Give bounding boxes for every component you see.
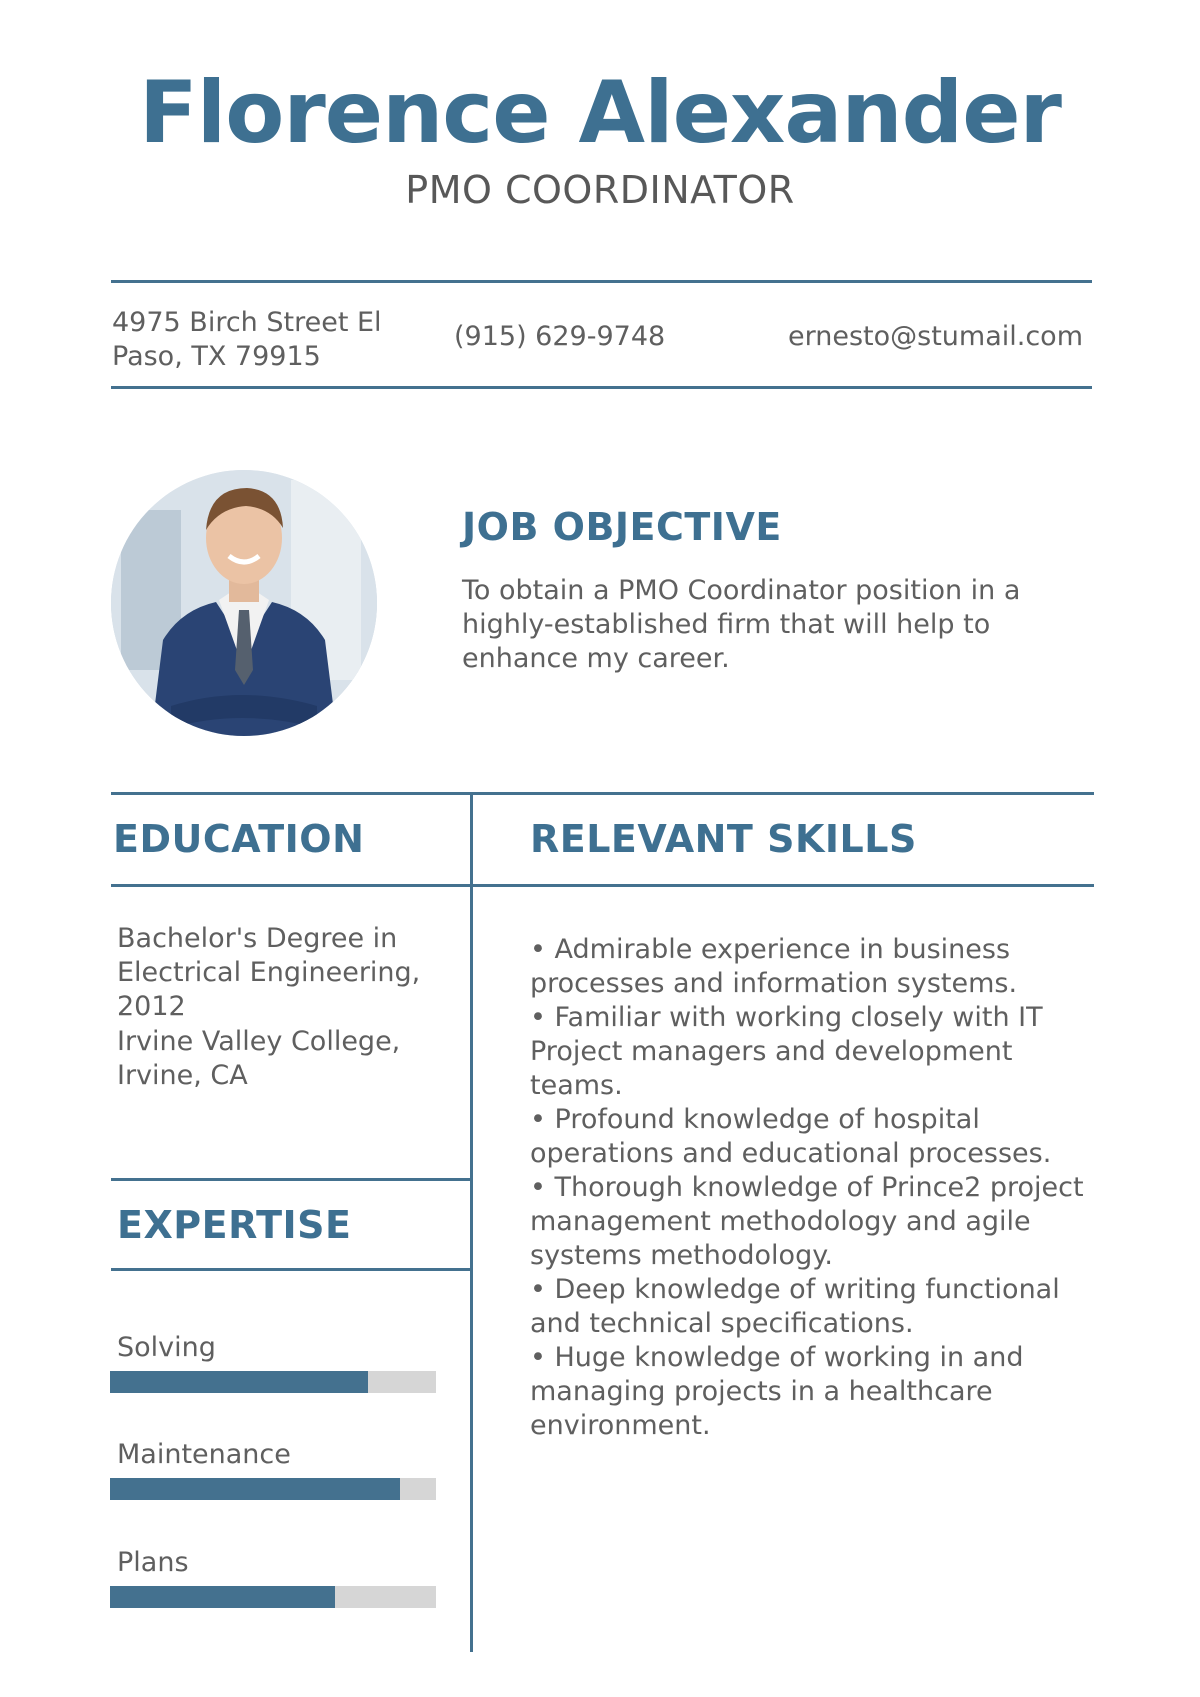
email: ernesto@stumail.com (788, 321, 1083, 352)
list-item: • Familiar with working closely with IT Project managers and development teams. (530, 1002, 1043, 1101)
top-divider (111, 280, 1092, 283)
expertise-divider-bottom (111, 1268, 471, 1271)
section-divider-headers (111, 884, 1094, 887)
profile-photo (111, 470, 377, 736)
expertise-label-plans: Plans (117, 1547, 189, 1578)
expertise-divider-top (111, 1178, 471, 1181)
section-divider-top (111, 792, 1094, 795)
education-title: EDUCATION (113, 817, 365, 861)
objective-title: JOB OBJECTIVE (462, 505, 782, 549)
list-item: • Huge knowledge of working in and managing projects in a healthcare environment. (530, 1342, 1024, 1441)
skills-title: RELEVANT SKILLS (530, 817, 917, 861)
address-line-2: Paso, TX 79915 (112, 341, 321, 372)
expertise-fill-solving (110, 1371, 368, 1393)
contact-divider (111, 386, 1092, 389)
candidate-name: Florence Alexander (139, 63, 1061, 163)
education-degree: Bachelor's Degree in Electrical Engineering, 2012 (117, 923, 421, 1022)
list-item: • Profound knowledge of hospital operations and educational processes. (530, 1104, 1052, 1169)
column-divider (470, 792, 473, 1652)
list-item: • Admirable experience in business processes and information systems. (530, 934, 1018, 999)
expertise-label-maintenance: Maintenance (117, 1439, 291, 1470)
expertise-bar-solving (110, 1371, 436, 1393)
list-item: • Thorough knowledge of Prince2 project management methodology and agile systems methodology. (530, 1172, 1084, 1271)
skills-list (530, 933, 1100, 1443)
expertise-fill-plans (110, 1586, 335, 1608)
expertise-title: EXPERTISE (117, 1203, 352, 1247)
expertise-bar-maintenance (110, 1478, 436, 1500)
expertise-bar-plans (110, 1586, 436, 1608)
list-item: • Deep knowledge of writing functional and technical specifications. (530, 1274, 1060, 1339)
job-title: PMO COORDINATOR (405, 168, 795, 212)
education-school: Irvine Valley College, Irvine, CA (117, 1026, 401, 1091)
address (112, 306, 412, 374)
objective-text: To obtain a PMO Coordinator position in a highly-established firm that will help to enhance my career. (462, 575, 1021, 674)
person-portrait-icon (111, 470, 377, 736)
expertise-fill-maintenance (110, 1478, 400, 1500)
expertise-label-solving: Solving (117, 1332, 216, 1363)
phone: (915) 629-9748 (454, 321, 666, 352)
address-line-1: 4975 Birch Street El (112, 307, 382, 338)
